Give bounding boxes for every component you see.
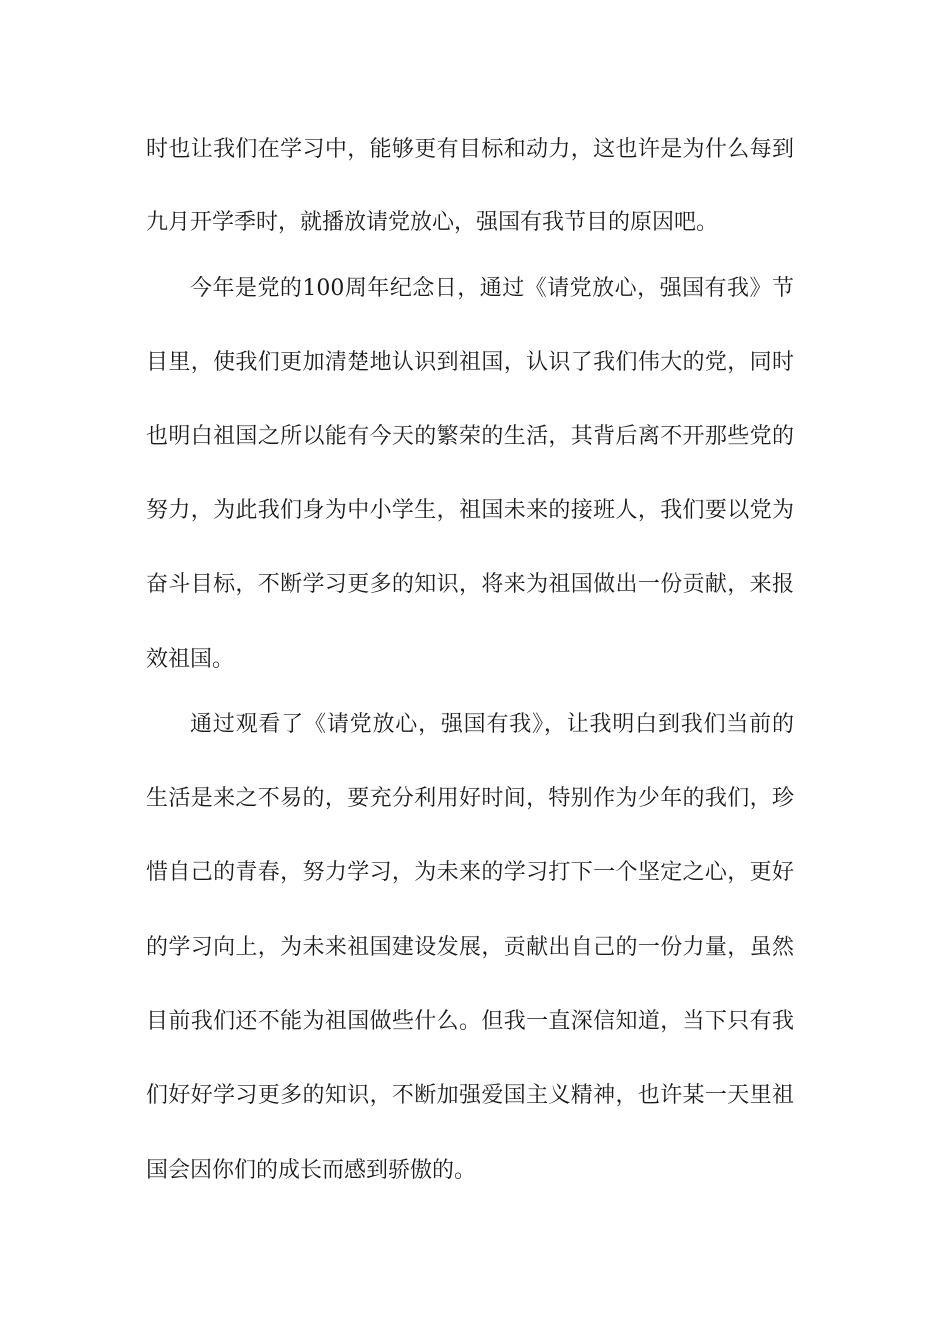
line-text: 九月开学季时，就播放请党放心，强国有我节目的原因吧。: [146, 210, 719, 235]
text-line: [0, 705, 950, 745]
text-line: [0, 417, 950, 457]
line-text: 惜自己的青春，努力学习，为未来的学习打下一个坚定之心，更好: [146, 860, 794, 885]
line-text: 奋斗目标，不断学习更多的知识，将来为祖国做出一份贡献，来报: [146, 572, 794, 597]
line-text: 也明白祖国之所以能有今天的繁荣的生活，其背后离不开那些党的: [146, 424, 794, 449]
text-line: [0, 130, 950, 170]
line-text: 通过观看了《请党放心，强国有我》，让我明白到我们当前的: [190, 712, 794, 737]
text-line: [0, 1002, 950, 1042]
text-line: [0, 269, 950, 309]
text-line: [0, 1151, 950, 1191]
line-text: 目里，使我们更加清楚地认识到祖国，认识了我们伟大的党，同时: [146, 350, 794, 375]
text-line: [0, 565, 950, 605]
line-text: 今年是党的100周年纪念日，通过《请党放心，强国有我》节: [190, 276, 794, 301]
line-text: 们好好学习更多的知识，不断加强爱国主义精神，也许某一天里祖: [146, 1083, 794, 1108]
line-text: 生活是来之不易的，要充分利用好时间，特别作为少年的我们，珍: [146, 786, 794, 811]
line-text: 效祖国。: [146, 647, 235, 672]
text-line: [0, 640, 950, 680]
line-text: 努力，为此我们身为中小学生，祖国未来的接班人，我们要以党为: [146, 498, 794, 523]
text-line: [0, 1076, 950, 1116]
text-line: [0, 779, 950, 819]
line-text: 时也让我们在学习中，能够更有目标和动力，这也许是为什么每到: [146, 137, 794, 162]
line-text: 国会因你们的成长而感到骄傲的。: [146, 1158, 477, 1183]
text-line: [0, 928, 950, 968]
text-line: [0, 491, 950, 531]
line-text: 目前我们还不能为祖国做些什么。但我一直深信知道，当下只有我: [146, 1009, 794, 1034]
text-line: [0, 203, 950, 243]
line-text: 的学习向上，为未来祖国建设发展，贡献出自己的一份力量，虽然: [146, 935, 794, 960]
text-line: [0, 343, 950, 383]
text-line: [0, 853, 950, 893]
